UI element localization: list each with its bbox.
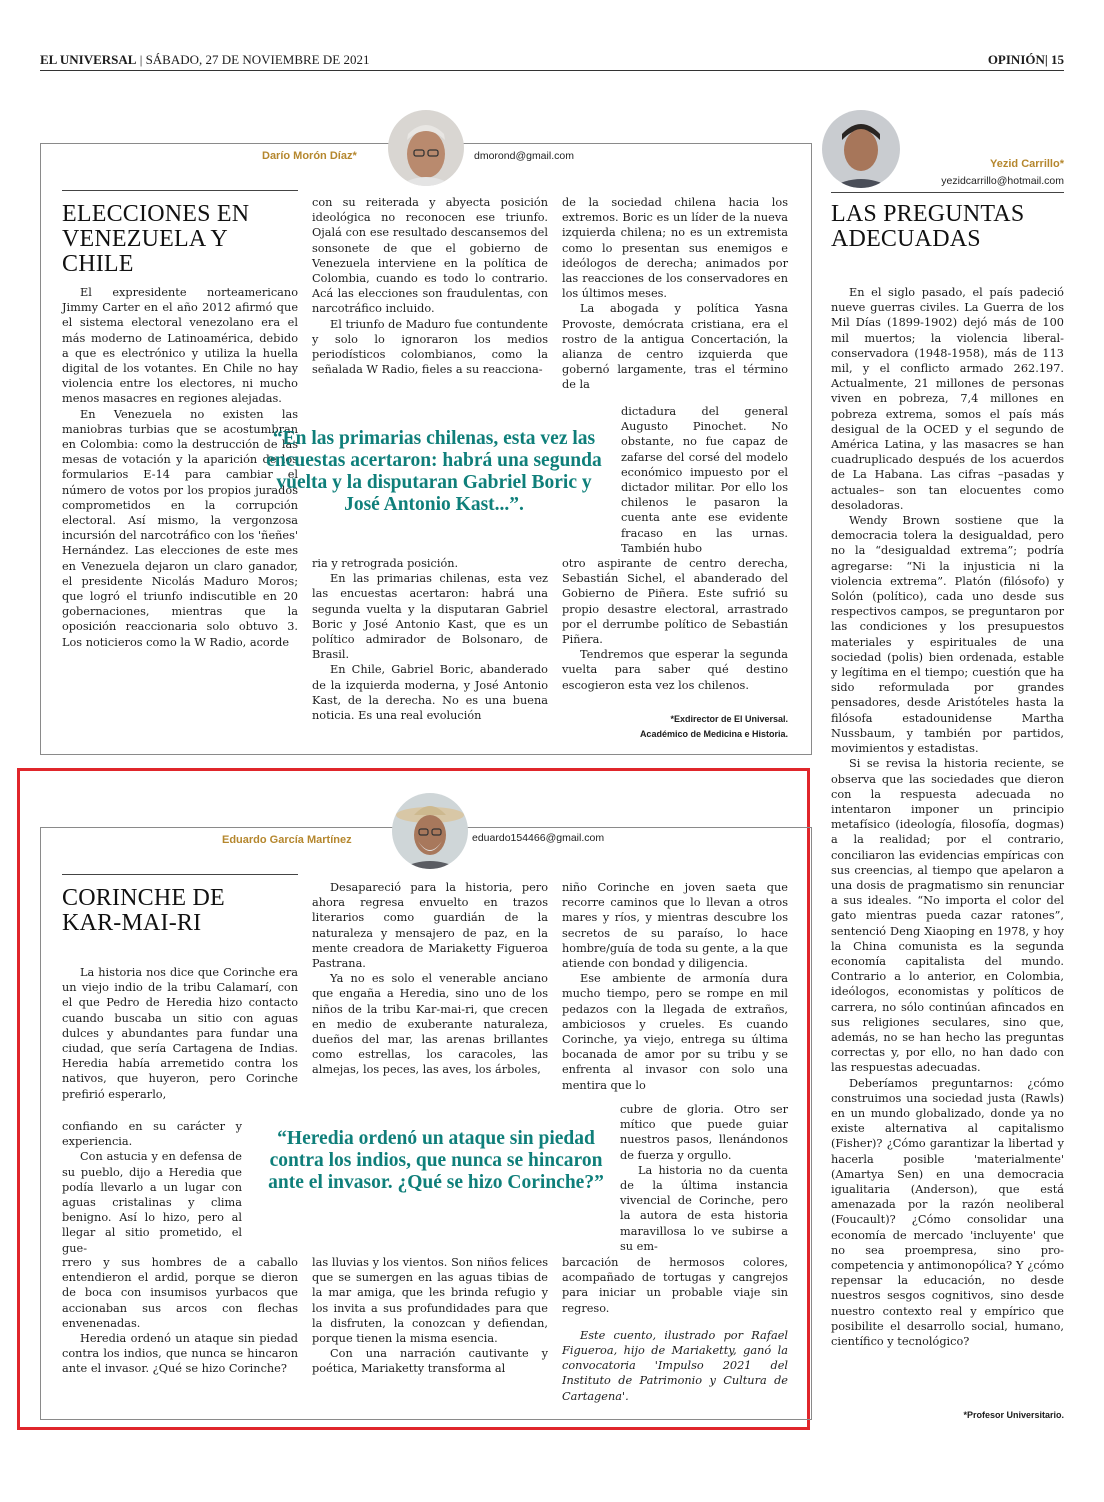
headline-rule [831,192,1064,193]
header-rule [40,70,1064,71]
paragraph: El expresidente norteamericano Jimmy Carter en el año 2012 afirmó que el sistema electoral venezolano era el más moderno de Latinoamérica, debido a que es electrónico y utiliza la huella digital de los votantes. En Chile no hay violencia entre los electores, ni mucho menos masacres en regiones alejadas. [62,286,298,406]
paragraph: La historia no da cuenta de la última instancia vivencial de Corinche, pero la autora de esta historia maravillosa lo ve subirse a su em- [620,1163,788,1253]
article-column-3-top [562,195,788,393]
article-column-2-top [312,880,548,1078]
article-headline: CORINCHE DE KAR-MAI-RI [62,885,225,936]
paragraph: En Venezuela no existen las maniobras turbias que se acostumbran en Colombia: como la destrucción de las mesas de votación y la aparición de los formularios E-14 para cambiar el número de votos por los propios jurados comprometidos en la corrupción electoral. Así mismo, la vergonzosa incursión del narcotráfico con los 'ñeñes' Hernández. Las elecciones de este mes en Venezuela dejaron un claro ganador, el presidente Nicolás Maduro Moros; que logró el triunfo indiscutible en 20 gobernaciones, mientras que la oposición reaccionaria solo obtuvo 3. Los noticieros como la W Radio, acorde [62,407,298,649]
paragraph: Desapareció para la historia, pero ahora regresa envuelto en trazos literarios como guardián de la naturaleza y mensajero de paz, en la mente creadora de Mariaketty Figueroa Pastrana. [312,881,548,971]
paragraph: dictadura del general Augusto Pinochet. No obstante, no fue capaz de zafarse del corsé del modelo económico impuesto por el dictador militar. Por ello los chilenos le pasaron la cuenta ante ese evidente fracaso en las urnas. También hubo [621,405,788,555]
author-email: yezidcarrillo@hotmail.com [941,175,1064,187]
paragraph: las lluvias y los vientos. Son niños felices que se sumergen en las aguas tibias de la mar amiga, que les brinda refugio y los invita a sus profundidades para que la disfruten, la conozcan y defiendan, porque tienen la misma esencia. [312,1256,548,1346]
paragraph: cubre de gloria. Otro ser mítico que puede guiar nuestros pasos, llenándonos de fuerza y orgullo. [620,1103,788,1162]
headline-rule [62,874,298,875]
pull-quote: “Heredia ordenó un ataque sin piedad contra los indios, que nunca se hincaron ante el invasor. ¿Qué se hizo Corinche?” [268,1128,604,1193]
article-column-3-top [562,880,788,1093]
article-column-1-top [62,965,298,1102]
paragraph: Ya no es solo el venerable anciano que engaña a Heredia, sino uno de los niños de la tribu Kar-mai-ri, que crecen en medio de exuberante naturaleza, dueños del mar, las arenas brillantes como estrellas, los caracoles, las almejas, los peces, las aves, los árboles, [312,972,548,1077]
paragraph: La abogada y política Yasna Provoste, demócrata cristiana, era el rostro de la antigua Concertación, la alianza de centro izquierda que gobernó largamente, tras el término de la [562,302,788,392]
paragraph: rrero y sus hombres de a caballo entendieron el ardid, porque se dieron de boca con insumisos yurbacos que accionaban sus arcos con flechas envenenadas. [62,1256,298,1330]
paragraph: niño Corinche en joven saeta que recorre caminos que lo llevan a otros mares y ríos, y mientras descubre los secretos de su paraíso, lo hace hombre/guía de toda su gente, a la que atiende con bondad y diligencia. [562,881,788,971]
article-headline: ELECCIONES EN VENEZUELA Y CHILE [62,201,250,277]
author-email: dmorond@gmail.com [474,150,574,162]
author-photo [822,110,900,188]
paragraph: El triunfo de Maduro fue contundente y solo lo ignoraron los medios periodísticos colombianos, como la señalada W Radio, fieles a su reacciona- [312,317,548,377]
paragraph: Heredia ordenó un ataque sin piedad contra los indios, que nunca se hincaron ante el invasor. ¿Qué se hizo Corinche? [62,1332,298,1376]
paragraph: otro aspirante de centro derecha, Sebastián Sichel, el abanderado del Gobierno de Piñera. Este sufrió su propio desastre electoral, arrastrado por el derrumbe político de Sebastián Piñera. [562,557,788,647]
article-column-3-narrow [621,404,788,556]
paragraph: En las primarias chilenas, esta vez las encuestas acertaron: habrá una segunda vuelta y la disputaran Gabriel Boric y José Antonio Kast, que es un político admirador de Bolsonaro, de Brasil. [312,572,548,662]
article-column-2-bottom [312,556,548,723]
paper-name: EL UNIVERSAL [40,52,137,67]
author-name: Darío Morón Díaz* [262,150,357,162]
author-note: *Exdirector de El Universal. Académico de Medicina e Historia. [639,714,788,739]
article-column-3-bottom [562,556,788,693]
paragraph: Wendy Brown sostiene que la democracia tolera la desigualdad, pero no la “desigualdad extrema”; podría agregarse: “Ni la injusticia ni la violencia extrema”. Platón (filósofo) y Solón (político), cada uno desde sus respectivos campos, se preguntaron por las condiciones y los presupuestos materiales y espirituales de una sociedad (polis) bien ordenada, estable y legítima en el tiempo; cuestión que ha sido reformulada por grandes pensadores, desde Aristóteles hasta la filósofa estadounidense Martha Nussbaum, y también por partidos, movimientos y estadistas. [831,514,1064,756]
paragraph: Deberíamos preguntarnos: ¿cómo construimos una sociedad justa (Rawls) en un mundo globalizado, donde ya no existe alternativa al capitalismo (Fisher)? ¿Cómo garantizar la libertad y hacerla posible 'materialmente' (Amartya Sen) en una democracia igualitaria (Anderson), que está amenazada por la razón neoliberal (Foucault)? ¿Cómo consolidar una economía de mercado 'incluyente' que no sea proempresa, sino pro-competencia y antimonopólica? Y ¿cómo repensar la educación, no desde nuestros sesgos cognitivos, sino desde nuestro contexto real y empírico que posibilite el desarrollo social, humano, científico y tecnológico? [831,1076,1064,1349]
author-photo [388,110,464,186]
paragraph: Si se revisa la historia reciente, se observa que las sociedades que dieron con la respuesta adecuada no intentaron imponer un principio metafísico (ideología, filosofía, dogmas) a la realidad; por el contrario, conciliaron las evidencias empíricas con sus creencias, al tiempo que apelaron a una dosis de pragmatismo sin renunciar a sus ideales. “No importa el color del gato mientras pueda cazar ratones”, sentenció Deng Xiaoping en 1978, y hoy la China comunista es la segunda economía capitalista del mundo. Contrario a lo anterior, en Colombia, ideólogos, economistas y políticos de carrera, no sólo continúan afincados en sus religiones seculares, sino que, además, no se han hecho las preguntas correctas y, por ello, no han dado con las respuestas adecuadas. [831,757,1064,1075]
author-email: eduardo154466@gmail.com [472,832,605,844]
page-number: 15 [1051,52,1064,67]
paragraph: ria y retrograda posición. [312,557,459,570]
masthead: EL UNIVERSAL | SÁBADO, 27 DE NOVIEMBRE DE 2021 [40,52,370,67]
paragraph: Tendremos que esperar la segunda vuelta para saber qué destino escogieron esta vez los chilenos. [562,648,788,692]
paragraph: Ese ambiente de armonía dura mucho tiempo, pero se rompe en mil pedazos con la llegada de extraños, ambiciosos y crueles. Es cuando Corinche, ya viejo, entrega su última bocanada de amor por su tribu y se enfrenta al invasor con solo una mentira que lo [562,972,788,1092]
paragraph: En el siglo pasado, el país padeció nueve guerras civiles. La Guerra de los Mil Días (1899-1902) dejó más de 100 mil muertos; la violencia liberal-conservadora (1948-1958), más de 113 mil, y el conflicto armado 262.197. Actualmente, 21 millones de personas viven en pobreza, 7,4 millones en pobreza extrema, somos el país más desigual de la OCED y el segundo de América Latina, y las masacres se han cuadruplicado después de los acuerdos de La Habana. Las cifras –pasadas y actuales– son tan elocuentes como desoladoras. [831,286,1064,512]
paragraph: Con una narración cautivante y poética, Mariaketty transforma al [312,1347,548,1376]
paragraph: La historia nos dice que Corinche era un viejo indio de la tribu Calamarí, con el que Pedro de Heredia hizo contacto cuando buscaba un sitio con aguas dulces y abundantes para fundar una ciudad, que sería Cartagena de Indias. Heredia había arremetido contra los nativos, que huyeron, pero Corinche prefirió esperarlo, [62,966,298,1101]
article-column-right [831,285,1064,1349]
article-column-3-bottom [562,1255,788,1404]
author-note: *Profesor Universitario. [963,1410,1064,1420]
section-label: OPINIÓN| 15 [987,52,1064,67]
author-name: Yezid Carrillo* [990,158,1064,170]
article-column-3-narrow [620,1102,788,1254]
paragraph: confiando en su carácter y experiencia. [62,1120,242,1149]
headline-rule [62,190,298,191]
paragraph: barcación de hermosos colores, acompañado de tortugas y cangrejos para iniciar un probable viaje sin regreso. [562,1256,788,1315]
article-column-1-narrow [62,1119,242,1256]
article-column-1-bottom [62,1255,298,1377]
paragraph: con su reiterada y abyecta posición ideológica no reconocen ese triunfo. Ojalá con ese resultado descansemos del sonsonete de que el gobierno de Venezuela interviene en la política de Colombia, cuando es todo lo contrario. Acá las elecciones son fraudulentas, con narcotráfico incluido. [312,196,548,316]
author-photo [392,793,468,869]
issue-date: SÁBADO, 27 DE NOVIEMBRE DE 2021 [145,52,370,67]
article-column-2-top [312,195,548,377]
article-headline: LAS PREGUNTAS ADECUADAS [831,201,1025,252]
paragraph: de la sociedad chilena hacia los extremos. Boric es un líder de la nueva izquierda chilena; no es un extremista como lo presentan sus enemigos e ideólogos de derecha; animados por las reacciones de los conservadores en los últimos meses. [562,196,788,301]
paragraph: En Chile, Gabriel Boric, abanderado de la izquierda moderna, y José Antonio Kast, de la derecha. No es una buena noticia. Es una real evolución [312,663,548,723]
credit-paragraph: Este cuento, ilustrado por Rafael Figueroa, hijo de Mariaketty, ganó la convocatoria 'Impulso 2021 del Instituto de Patrimonio y Cultura de Cartagena'. [562,1328,788,1403]
author-name: Eduardo García Martínez [222,834,352,846]
paragraph: Con astucia y en defensa de su pueblo, dijo a Heredia que podía llevarlo a un lugar con aguas cristalinas y clima benigno. Así lo hizo, pero al llegar al sitio prometido, el gue- [62,1150,242,1255]
article-column-2-bottom [312,1255,548,1377]
section-name: OPINIÓN [987,52,1045,67]
pull-quote: “En las primarias chilenas, esta vez las encuestas acertaron: habrá una segunda vuelta y la disputaran Gabriel Boric y José Antonio Kast...”. [266,428,602,515]
